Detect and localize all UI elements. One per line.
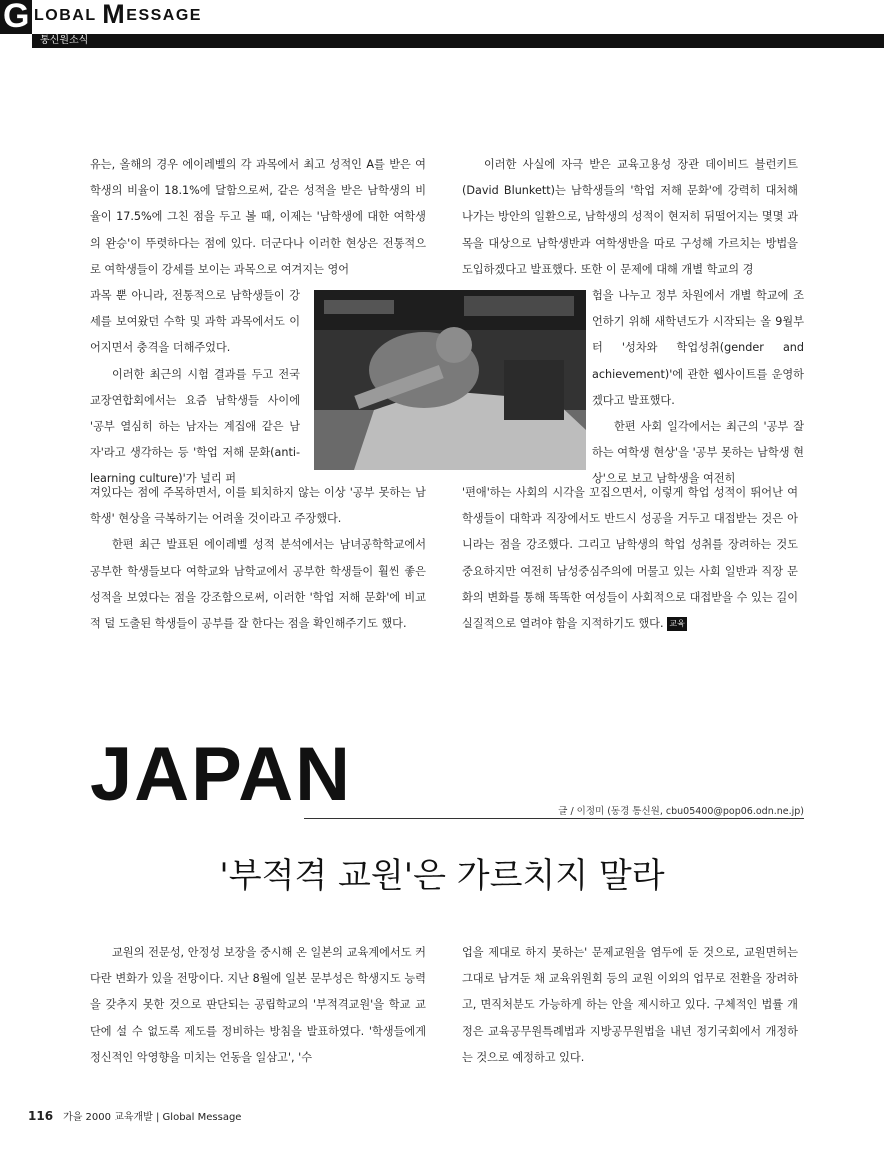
article1-right-narrow — [592, 283, 804, 493]
article1-right-bottom — [462, 480, 798, 637]
section-subtitle: 통신원소식 — [40, 35, 89, 46]
japan-right-column — [462, 940, 798, 1071]
paragraph: 과목 뿐 아니라, 전통적으로 남학생들이 강세를 보여왔던 수학 및 과학 과목에서도 이어지면서 충격을 더해주었다. — [90, 289, 300, 355]
header-bar — [32, 34, 884, 48]
article1-left-bottom — [90, 480, 426, 637]
paragraph: 이러한 사실에 자극 받은 교육고용성 장관 데이비드 블런키트(David Blunkett)는 남학생들의 '학업 저해 문화'에 강력히 대처해 나가는 방안의 일환으로, 남학생의 성적이 현저히 뒤떨어지는 몇몇 과목을 대상으로 남학생반과 여학생반을 따로 구성해 가르치는 방법을 도입하겠다고 발표했다. 또한 이 문제에 대해 개별 학교의 경 — [462, 158, 798, 276]
paragraph: 험을 나누고 정부 차원에서 개별 학교에 조언하기 위해 새학년도가 시작되는 올 9월부터 '성차와 학업성취(gender and achievement)'에 관한 웹사이트를 운영하겠다고 발표했다. — [592, 289, 804, 407]
article1-right-top — [462, 152, 798, 283]
paragraph: 한편 최근 발표된 에이레벨 성적 분석에서는 남녀공학학교에서 공부한 학생들보다 여학교와 남학교에서 공부한 학생들이 훨씬 좋은 성적을 보였다는 점을 강조함으로써, 이러한 '학업 저해 문화'에 비교적 덜 도출된 학생들이 공부를 잘 한다는 점을 확인해주기도 했다. — [90, 538, 426, 631]
paragraph: 교원의 전문성, 안정성 보장을 중시해 온 일본의 교육계에서도 커다란 변화가 있을 전망이다. 지난 8월에 일본 문부성은 학생지도 능력을 갖추지 못한 것으로 판단되는 공립학교의 '부적격교원'을 학교 교단에 설 수 없도록 제도를 정비하는 방침을 발표하였다. '학생들에게 정신적인 악영향을 미치는 언동을 일삼고', '수 — [90, 946, 426, 1064]
section-title-cap: M — [102, 0, 127, 29]
end-mark-icon: 교육 — [667, 617, 687, 631]
article1-left-narrow — [90, 283, 300, 493]
paragraph: 업을 제대로 하지 못하는' 문제교원을 염두에 둔 것으로, 교원면허는 그대로 남겨둔 채 교육위원회 등의 교원 이외의 업무로 전환을 장려하고, 면직처분도 가능하게 하는 안을 제시하고 있다. 구체적인 법률 개정은 교육공무원특례법과 지방공무원법을 내년 정기국회에서 개정하는 것으로 예정하고 있다. — [462, 946, 798, 1064]
paragraph: 져있다는 점에 주목하면서, 이를 퇴치하지 않는 이상 '공부 못하는 남학생' 현상을 극복하기는 어려울 것이라고 주장했다. — [90, 486, 426, 526]
page-number: 116 — [28, 1109, 54, 1123]
byline: 글 / 이정미 (동경 통신원, cbu05400@pop06.odn.ne.jp) — [558, 806, 804, 817]
divider — [304, 818, 804, 819]
section-title — [34, 0, 202, 29]
article-headline: '부적격 교원'은 가르치지 말라 — [219, 856, 665, 896]
section-title-part2: ESSAGE — [126, 7, 202, 24]
footer-text: 가을 2000 교육개발 | Global Message — [63, 1112, 242, 1123]
paragraph-text: '편애'하는 사회의 시각을 꼬집으면서, 이렇게 학업 성적이 뛰어난 여학생들이 대학과 직장에서도 반드시 성공을 거두고 대접받는 것은 아니라는 점을 강조했다. 그리고 남학생의 학업 성취를 장려하는 것도 중요하지만 여전히 남성중심주의에 머물고 있는 사회 일반과 직장 문화의 변화를 통해 똑똑한 여성들이 사회적으로 대접받을 수 있는 길이 실질적으로 열려야 함을 지적하기도 했다. — [462, 486, 798, 631]
paragraph — [462, 480, 798, 637]
article-photo — [314, 290, 586, 470]
paragraph: 한편 사회 일각에서는 최근의 '공부 잘하는 여학생 현상'을 '공부 못하는 남학생 현상'으로 보고 남학생을 여전히 — [592, 420, 804, 486]
japan-left-column — [90, 940, 426, 1071]
article1-left-top — [90, 152, 426, 283]
page-footer — [28, 1108, 241, 1123]
section-title-part1: LOBAL — [34, 7, 103, 24]
country-heading: JAPAN — [90, 732, 352, 817]
header-logo-box — [0, 0, 32, 34]
header-g-letter: G — [3, 0, 30, 35]
paragraph: 유는, 올해의 경우 에이레벨의 각 과목에서 최고 성적인 A를 받은 여학생의 비율이 18.1%에 달함으로써, 같은 성적을 받은 남학생의 비율이 17.5%에 그친 점을 두고 볼 때, 이제는 '남학생에 대한 여학생의 완승'이 뚜렷하다는 점에 있다. 더군다나 이러한 현상은 전통적으로 여학생들이 강세를 보이는 과목으로 여겨지는 영어 — [90, 158, 426, 276]
paragraph: 이러한 최근의 시험 결과를 두고 전국교장연합회에서는 요즘 남학생들 사이에 '공부 열심히 하는 남자는 계집애 같은 남자'라고 생각하는 등 '학업 저해 문화(anti-learning culture)'가 널리 퍼 — [90, 367, 300, 486]
